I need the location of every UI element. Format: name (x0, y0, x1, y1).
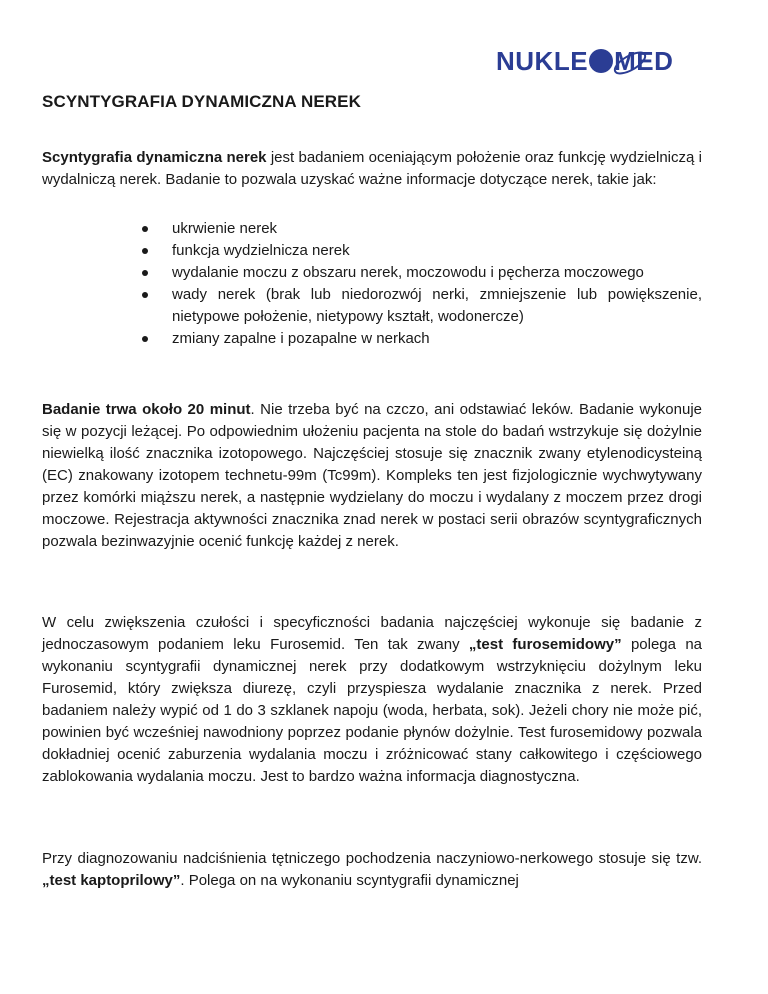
list-item: wady nerek (brak lub niedorozwój nerki, zmniejszenie lub powiększenie, nietypowe położenie, nietypowy kształt, wodonercze) (142, 284, 702, 328)
intro-bold: Scyntygrafia dynamiczna nerek (42, 149, 267, 166)
captopril-paragraph (42, 848, 702, 892)
list-item: funkcja wydzielnicza nerek (142, 240, 702, 262)
captopril-text-a: Przy diagnozowaniu nadciśnienia tętniczego pochodzenia naczyniowo-nerkowego stosuje się tzw. (42, 850, 702, 867)
duration-paragraph (42, 399, 702, 553)
intro-text: jest badaniem oceniającym położenie oraz funkcję wydzielniczą i wydalniczą nerek. Badanie to pozwala uzyskać ważne informacje dotyczące nerek, takie jak: (42, 149, 702, 188)
furosemide-text-b: polega na wykonaniu scyntygrafii dynamicznej nerek przy dodatkowym wstrzyknięciu dożylnym leku Furosemid, który zwiększa diurezę, czyli przyspiesza wydalanie znacznika z nerek. Przed badaniem należy wypić od 1 do 3 szklanek napoju (woda, herbata, sok). Jeżeli chory nie może pić, powinien być wcześniej nawodniony poprzez podanie płynów dożylnie. Test furosemidowy pozwala dokładniej ocenić zaburzenia wydalania moczu i zróżnicować stany całkowitego i częściowego zablokowania wydalania moczu. Jest to bardzo ważna informacja diagnostyczna. (42, 636, 703, 785)
list-item: zmiany zapalne i pozapalne w nerkach (142, 328, 702, 350)
logo-text-left: NUKLE (496, 46, 589, 76)
logo-text-right: MED (614, 46, 674, 76)
nukleomed-logo (496, 40, 726, 82)
captopril-text-b: . Polega on na wykonaniu scyntygrafii dynamicznej (180, 872, 519, 889)
list-item: ukrwienie nerek (142, 218, 702, 240)
logo-orbit-icon (610, 42, 650, 82)
furosemide-paragraph (42, 612, 702, 788)
furosemide-bold: „test furosemidowy” (468, 636, 622, 653)
duration-text: . Nie trzeba być na czczo, ani odstawiać leków. Badanie wykonuje się w pozycji leżącej. Po odpowiednim ułożeniu pacjenta na stole do badań wstrzykuje się dożylnie niewielką ilość znacznika izotopowego. Najczęściej stosuje się znacznik zwany etylenodicysteiną (EC) znakowany izotopem technetu-99m (Tc99m). Kompleks ten jest fizjologicznie wychwytywany przez komórki miąższu nerek, a następnie wydzielany do moczu i wydalany z moczem przez drogi moczowe. Rejestracja aktywności znacznika znad nerek w postaci serii obrazów scyntygraficznych pozwala bezinwazyjnie ocenić funkcję każdej z nerek. (42, 401, 702, 550)
bullet-list (142, 218, 702, 350)
furosemide-text-a: W celu zwiększenia czułości i specyficzności badania najczęściej wykonuje się badanie z jednoczasowym podaniem leku Furosemid. Ten tak zwany (42, 614, 702, 653)
captopril-bold: „test kaptoprilowy” (42, 872, 181, 889)
intro-paragraph (42, 147, 702, 191)
list-item: wydalanie moczu z obszaru nerek, moczowodu i pęcherza moczowego (142, 262, 702, 284)
page-title: SCYNTYGRAFIA DYNAMICZNA NEREK (42, 92, 361, 111)
duration-bold: Badanie trwa około 20 minut (42, 401, 251, 418)
